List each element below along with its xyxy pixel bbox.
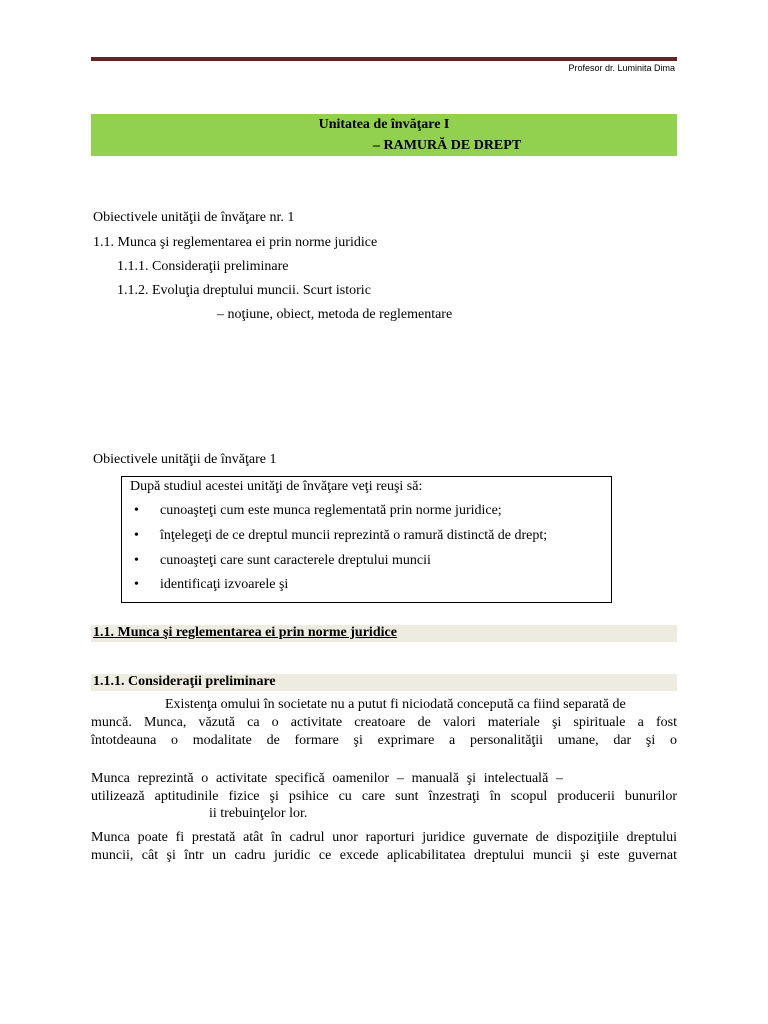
paragraph-line: utilizează aptitudinile fizice şi psihice cu care sunt înzestraţi în scopul producerii bunurilor [91, 789, 677, 804]
paragraph-line: muncii, cât şi într un cadru juridic ce excede aplicabilitatea dreptului muncii şi este guvernat [91, 848, 677, 863]
toc-item-2: 1.1.1. Consideraţii preliminare [117, 259, 289, 274]
bullet-icon: • [134, 577, 139, 592]
objective-text: identificaţi izvoarele şi [160, 577, 289, 592]
paragraph-line: muncă. Munca, văzută ca o activitate creatoare de valori materiale şi spirituale a fost [91, 715, 677, 730]
section-title: 1.1. Munca şi reglementarea ei prin norme juridice [93, 625, 397, 640]
paragraph-line: Existenţa omului în societate nu a putut fi niciodată concepută ca fiind separată de [165, 697, 626, 712]
paragraph-line: Munca reprezintă o activitate specifică oamenilor – manuală şi intelectuală – [91, 771, 563, 786]
objectives-intro: După studiul acestei unităţi de învăţare veţi reuşi să: [130, 479, 423, 494]
unit-title: Unitatea de învăţare I [318, 117, 450, 132]
objective-item [134, 577, 288, 593]
objective-text: cunoaşteţi care sunt caracterele dreptului muncii [160, 553, 431, 568]
paragraph-line: Munca poate fi prestată atât în cadrul unor raporturi juridice guvernate de dispoziţiile dreptului [91, 830, 677, 845]
toc-item-3: 1.1.2. Evoluţia dreptului muncii. Scurt istoric [117, 283, 371, 298]
bullet-icon: • [134, 553, 139, 568]
unit-subtitle: – RAMURĂ DE DREPT [373, 138, 522, 153]
objective-item [134, 553, 431, 569]
unit-title-banner [91, 114, 677, 156]
section-heading-band [91, 625, 677, 642]
header-rule [91, 57, 677, 61]
subsection-heading-band [91, 674, 677, 691]
objectives-heading: Obiectivele unităţii de învăţare 1 [93, 452, 277, 467]
bullet-icon: • [134, 528, 139, 543]
toc-heading: Obiectivele unităţii de învăţare nr. 1 [93, 210, 295, 225]
paragraph-line: ii trebuinţelor lor. [209, 806, 308, 821]
paragraph-line: întotdeauna o modalitate de formare şi exprimare a personalităţii umane, dar şi o [91, 733, 677, 748]
header-author: Profesor dr. Luminita Dima [568, 63, 675, 73]
toc-item-1: 1.1. Munca şi reglementarea ei prin norme juridice [93, 235, 378, 250]
objective-text: cunoaşteţi cum este munca reglementată prin norme juridice; [160, 503, 502, 518]
bullet-icon: • [134, 503, 139, 518]
objectives-box [121, 476, 612, 603]
objective-text: înţelegeţi de ce dreptul muncii reprezintă o ramură distinctă de drept; [160, 528, 548, 543]
subsection-title: 1.1.1. Consideraţii preliminare [93, 674, 276, 689]
objective-item [134, 528, 547, 544]
toc-item-4: – noţiune, obiect, metoda de reglementare [217, 307, 453, 322]
objective-item [134, 503, 502, 519]
